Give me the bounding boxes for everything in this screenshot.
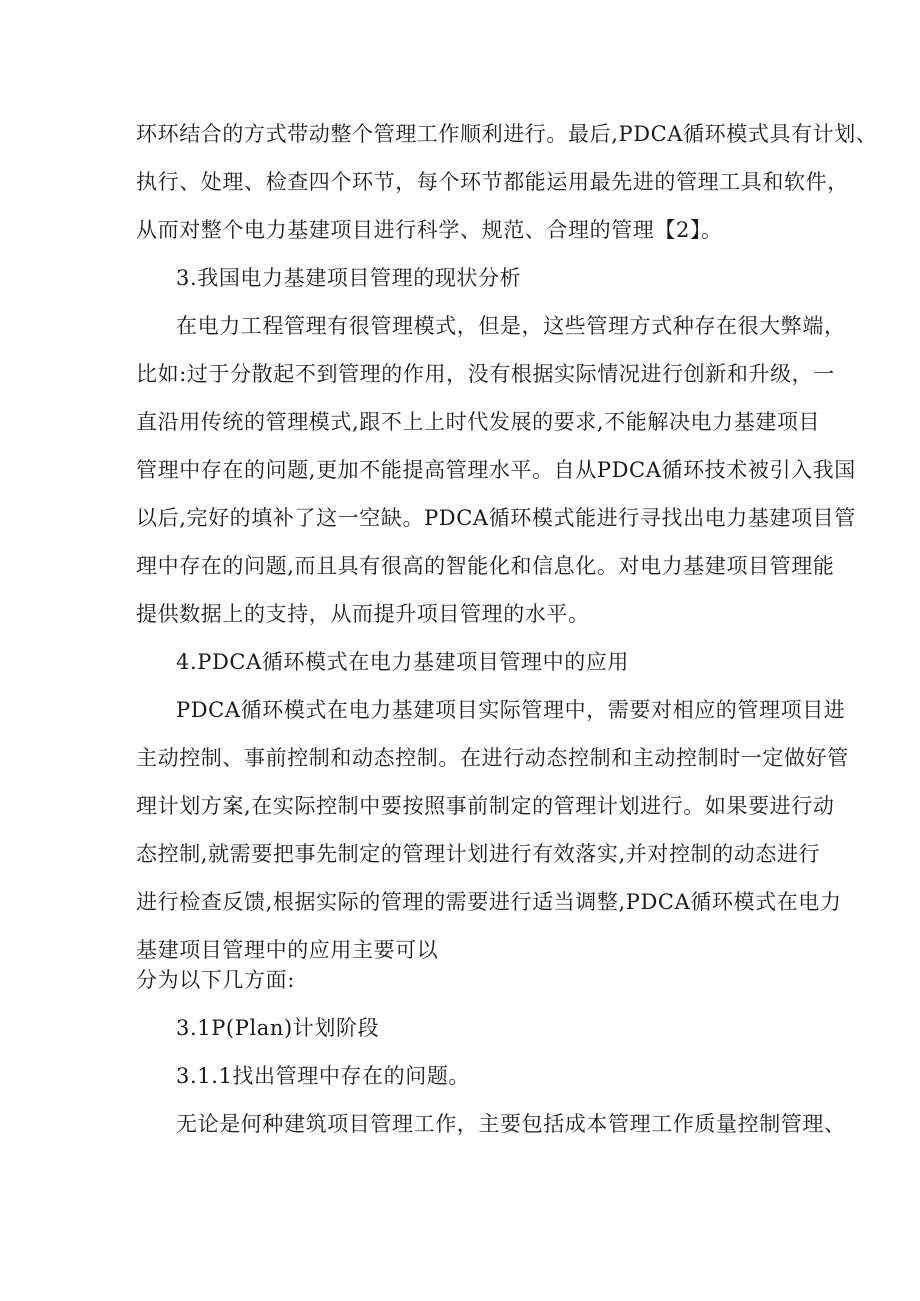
paragraph-line: 进行检查反馈,根据实际的管理的需要进行适当调整,PDCA循环模式在电力 [136,890,842,914]
section-heading: 4.PDCA循环模式在电力基建项目管理中的应用 [176,650,630,674]
paragraph-line: 管理中存在的问题,更加不能提高管理水平。自从PDCA循环技术被引入我国 [136,458,856,482]
paragraph-line: 分为以下几方面: [136,968,295,992]
paragraph-line: 环环结合的方式带动整个管理工作顺利进行。最后,PDCA循环模式具有计划、 [136,122,878,146]
paragraph-line: 从而对整个电力基建项目进行科学、规范、合理的管理【2】。 [136,218,723,242]
paragraph-line: 直沿用传统的管理模式,跟不上上时代发展的要求,不能解决电力基建项目 [136,410,821,434]
paragraph-line: 无论是何种建筑项目管理工作，主要包括成本管理工作质量控制管理、 [176,1112,846,1136]
paragraph-line: 基建项目管理中的应用主要可以 [136,938,439,962]
paragraph-line: 理计划方案,在实际控制中要按照事前制定的管理计划进行。如果要进行动 [136,794,835,818]
paragraph-line: 态控制,就需要把事先制定的管理计划进行有效落实,并对控制的动态进行 [136,842,821,866]
subsection-heading: 3.1.1找出管理中存在的问题。 [176,1064,471,1088]
paragraph-line: 在电力工程管理有很管理模式，但是，这些管理方式种存在很大弊端， [176,314,846,338]
paragraph-line: 主动控制、事前控制和动态控制。在进行动态控制和主动控制时一定做好管 [136,746,849,770]
paragraph-line: 理中存在的问题,而且具有很高的智能化和信息化。对电力基建项目管理能 [136,554,835,578]
paragraph-line: 比如:过于分散起不到管理的作用，没有根据实际情况进行创新和升级，一 [136,362,835,386]
paragraph-line: 执行、处理、检查四个环节，每个环节都能运用最先进的管理工具和软件， [136,170,849,194]
paragraph-line: PDCA循环模式在电力基建项目实际管理中，需要对相应的管理项目进 [176,698,846,722]
subsection-heading: 3.1P(Plan)计划阶段 [176,1016,380,1040]
paragraph-line: 以后,完好的填补了这一空缺。PDCA循环模式能进行寻找出电力基建项目管 [136,506,856,530]
section-heading: 3.我国电力基建项目管理的现状分析 [176,266,522,290]
paragraph-line: 提供数据上的支持，从而提升项目管理的水平。 [136,602,590,626]
